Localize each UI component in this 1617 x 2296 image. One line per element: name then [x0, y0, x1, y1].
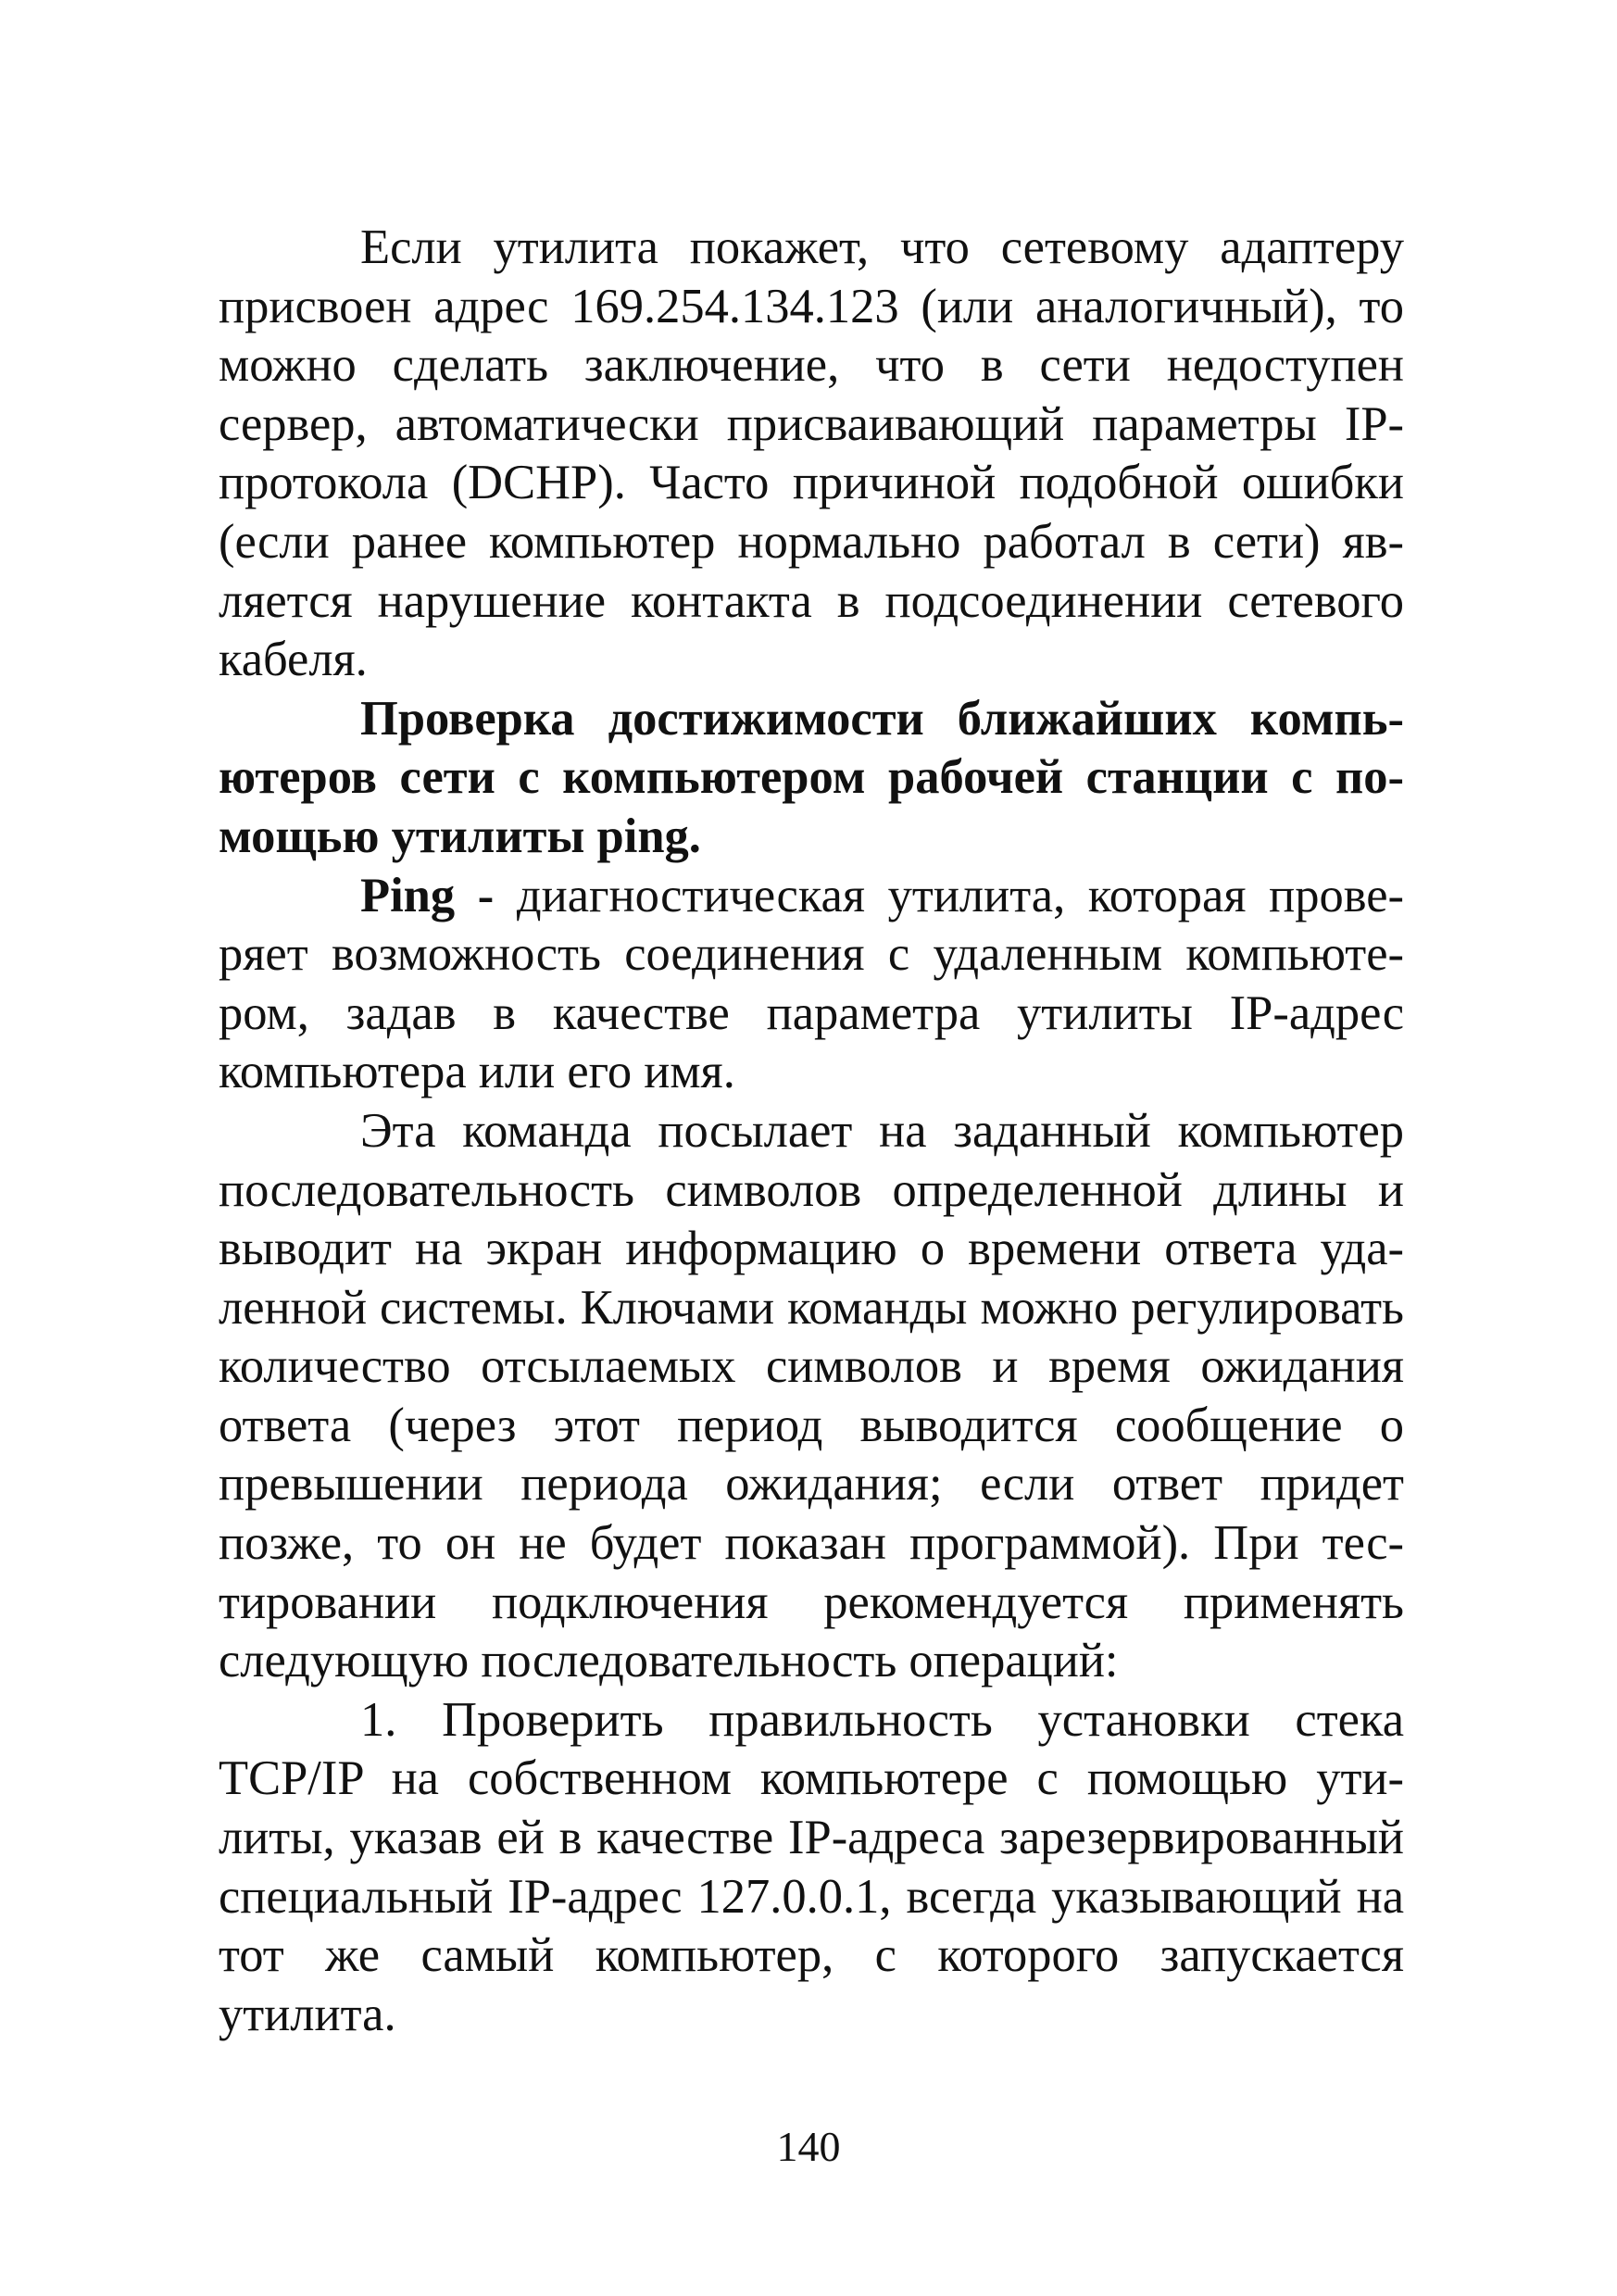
section-heading: Проверка достижимости ближайших компьютеров сети с компьютером рабочей станции с помощью утилиты ping.	[219, 691, 1404, 863]
list-item-step-1: 1. Проверить правильность установки стека TCP/IP на собственном компьютере с помощью утилиты, указав ей в качестве IP-адреса зарезервированный специальный IP-адрес 127.0.0.1, всегда указывающий на тот же самый компьютер, с которого запускается утилита.	[219, 1692, 1404, 2041]
paragraph-dhcp-address: Если утилита покажет, что сетевому адаптеру присвоен адрес 169.254.134.123 (или аналогичный), то можно сделать заключение, что в сети недоступен сервер, автоматически присваивающий параметры IP-протокола (DCHP). Часто причиной подобной ошибки (если ранее компьютер нормально работал в сети) является нарушение контакта в подсоединении сетевого кабеля.	[219, 220, 1404, 687]
page-number: 140	[776, 2123, 841, 2170]
paragraph-ping-definition	[219, 867, 1404, 1102]
page-body	[219, 219, 1404, 2044]
ping-definition-text: диагностическая утилита, которая проверяет возможность соединения с удаленным компьютером, задав в качестве параметра утилиты IP-адрес компьютера или его имя.	[219, 868, 1404, 1099]
term-ping: Ping -	[360, 868, 495, 922]
paragraph-command-description: Эта команда посылает на заданный компьютер последовательность символов определенной длины и выводит на экран информацию о времени ответа удаленной системы. Ключами команды можно регулировать количество отсылаемых символов и время ожидания ответа (через этот период выводится сообщение о превышении периода ожидания; если ответ придет позже, то он не будет показан программой). При тестировании подключения рекомендуется применять следующую последовательность операций:	[219, 1103, 1404, 1688]
